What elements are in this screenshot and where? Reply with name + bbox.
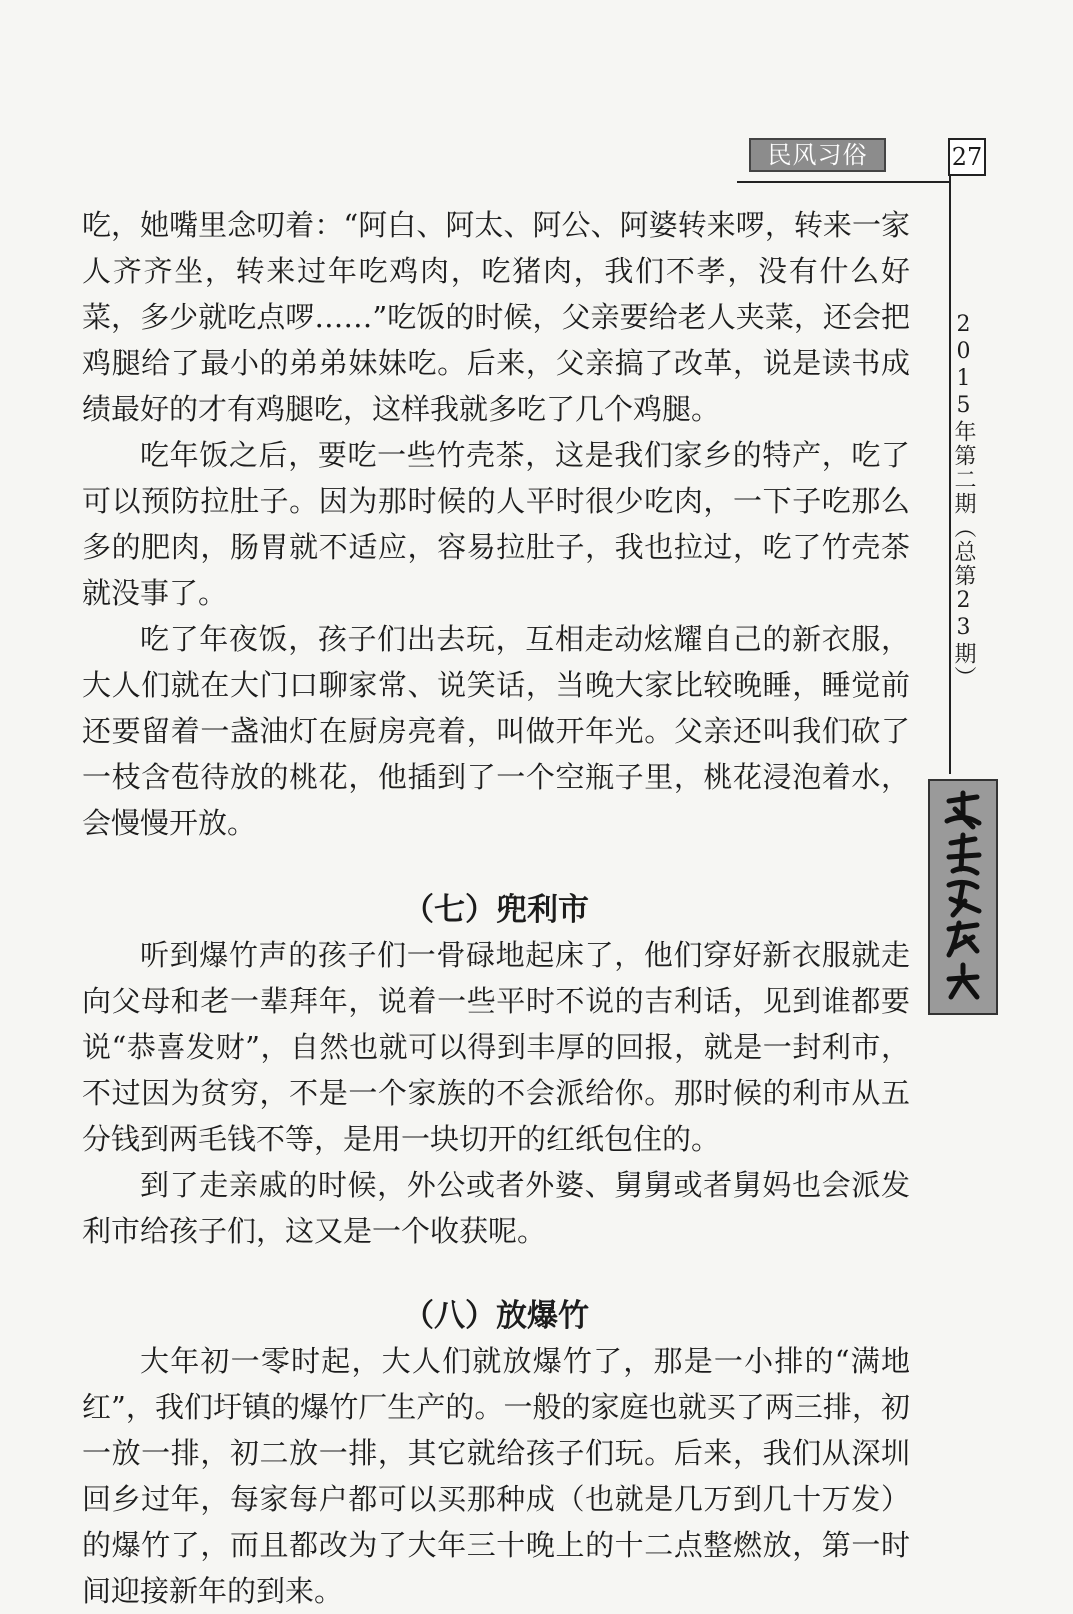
paragraph-4: 听到爆竹声的孩子们一骨碌地起床了，他们穿好新衣服就走向父母和老一辈拜年，说着一些平时不说的吉利话，见到谁都要说“恭喜发财”，自然也就可以得到丰厚的回报，就是一封利市，不过因为贫穷，不是一个家族的不会派给你。那时候的利市从五分钱到两毛钱不等，是用一块切开的红纸包住的。 bbox=[82, 938, 910, 1156]
header-rule bbox=[737, 181, 951, 183]
paragraph-2: 吃年饭之后，要吃一些竹壳茶，这是我们家乡的特产，吃了可以预防拉肚子。因为那时候的人平时很少吃肉，一下子吃那么多的肥肉，肠胃就不适应，容易拉肚子，我也拉过，吃了竹壳茶就没事了。 bbox=[82, 438, 910, 610]
paragraph-5: 到了走亲戚的时候，外公或者外婆、舅舅或者舅妈也会派发利市给孩子们，这又是一个收获呢。 bbox=[82, 1168, 910, 1248]
issue-label: 2015年第二期（总第23期） bbox=[951, 312, 976, 690]
paragraph-1: 吃，她嘴里念叨着：“阿白、阿太、阿公、阿婆转来啰，转来一家人齐齐坐，转来过年吃鸡肉，吃猪肉，我们不孝，没有什么好菜，多少就吃点啰……”吃饭的时候，父亲要给老人夹菜，还会把鸡腿给了最小的弟弟妹妹吃。后来，父亲搞了改革，说是读书成绩最好的才有鸡腿吃，这样我就多吃了几个鸡腿。 bbox=[82, 208, 910, 426]
calligraphy-logo-icon bbox=[935, 787, 991, 1007]
paragraph-3: 吃了年夜饭，孩子们出去玩，互相走动炫耀自己的新衣服，大人们就在大门口聊家常、说笑话，当晚大家比较晚睡，睡觉前还要留着一盏油灯在厨房亮着，叫做开年光。父亲还叫我们砍了一枝含苞待放的桃花，他插到了一个空瓶子里，桃花浸泡着水，会慢慢开放。 bbox=[82, 622, 910, 840]
page-number: 27 bbox=[948, 138, 986, 176]
spacer bbox=[82, 1254, 910, 1294]
paragraph-6: 大年初一零时起，大人们就放爆竹了，那是一小排的“满地红”，我们圩镇的爆竹厂生产的。一般的家庭也就买了两三排，初一放一排，初二放一排，其它就给孩子们玩。后来，我们从深圳回乡过年，每家每户都可以买那种成（也就是几万到几十万发）的爆竹了，而且都改为了大年三十晚上的十二点整燃放，第一时间迎接新年的到来。 bbox=[82, 1344, 910, 1608]
spacer bbox=[82, 846, 910, 888]
calligraphy-logo bbox=[928, 779, 998, 1015]
section-heading-7: （七）兜利市 bbox=[403, 892, 589, 928]
section-heading-8: （八）放爆竹 bbox=[403, 1298, 589, 1334]
article-body bbox=[82, 202, 910, 1614]
section-tag: 民风习俗 bbox=[749, 138, 886, 172]
